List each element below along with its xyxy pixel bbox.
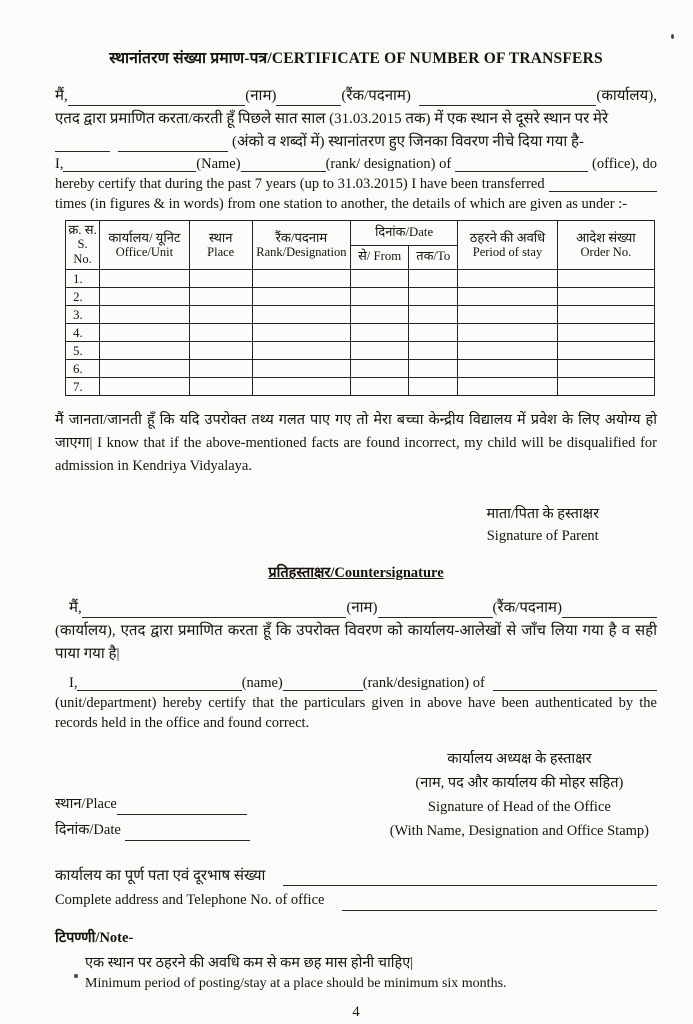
note-english: Minimum period of posting/stay at a place should be minimum six months.: [85, 976, 507, 991]
table-cell-empty: [409, 360, 458, 378]
blank-address-field-hi: [283, 872, 657, 886]
table-cell-empty: [351, 378, 409, 396]
intro-hi-name-label: (नाम): [245, 88, 277, 104]
table-cell-empty: [557, 342, 654, 360]
table-cell-empty: [189, 270, 252, 288]
blank-name-field-hi: [68, 92, 246, 106]
table-cell-empty: [458, 360, 558, 378]
col-header-office: कार्यालय/ यूनिट Office/Unit: [100, 221, 190, 270]
table-cell-empty: [458, 306, 558, 324]
intro-en-name-label: (Name): [196, 156, 241, 172]
intro-hindi-line-1: [55, 85, 657, 108]
col-header-to: तक/To: [409, 245, 458, 270]
intro-en-rank-label: (rank/ designation) of: [325, 156, 452, 172]
blank-name-field-countersig-hi: [82, 604, 347, 618]
table-cell-empty: [189, 306, 252, 324]
blank-rank-field-hi: [276, 92, 341, 106]
intro-hi-pre: मैं,: [55, 88, 68, 104]
table-row: [66, 288, 655, 306]
row-sno: 6.: [66, 360, 100, 378]
table-cell-empty: [100, 342, 190, 360]
address-label-hindi: कार्यालय का पूर्ण पता एवं दूरभाष संख्या: [55, 868, 266, 884]
blank-address-field-en: [342, 897, 657, 911]
note-section: [55, 927, 657, 993]
blank-times-field: [549, 178, 657, 192]
countersig-en-name-label: (name): [241, 675, 283, 691]
table-row: [66, 324, 655, 342]
intro-english-line-3: times (in figures & in words) from one station to another, the details of which are given as under :-: [55, 196, 628, 212]
col-header-place: स्थान Place: [189, 221, 252, 270]
page-number: 4: [352, 1004, 360, 1020]
table-cell-empty: [557, 270, 654, 288]
intro-hi-figures-label: (अंको व शब्दों में) स्थानांतरण हुए जिनका विवरण नीचे दिया गया है-: [232, 134, 584, 150]
countersig-hi-name-label: (नाम): [346, 600, 378, 616]
place-label: स्थान/Place: [55, 796, 117, 812]
date-label: दिनांक/Date: [55, 822, 121, 838]
address-section: [55, 865, 657, 913]
table-cell-empty: [252, 360, 350, 378]
intro-english-line-1: [55, 154, 657, 174]
table-cell-empty: [557, 378, 654, 396]
parent-signature-english: Signature of Parent: [486, 528, 599, 544]
table-row: [66, 360, 655, 378]
countersig-en-pre: I,: [69, 675, 78, 691]
declaration-english: I know that if the above-mentioned facts are found incorrect, my child will be disqualified for admission in Kendriya Vidyalaya.: [55, 435, 657, 474]
countersignature-heading: प्रतिहस्ताक्षर/Countersignature: [268, 565, 444, 581]
place-field: [55, 791, 250, 817]
head-signature-section: [55, 747, 657, 851]
table-cell-empty: [557, 288, 654, 306]
intro-hindi-line-2: एतद द्वारा प्रमाणित करता/करती हूँ पिछले सात साल (31.03.2015 तक) में एक स्थान से दूसरे स्थान पर मेरे: [55, 111, 609, 127]
table-cell-empty: [100, 324, 190, 342]
table-cell-empty: [189, 360, 252, 378]
blank-place-field: [117, 801, 247, 815]
table-cell-empty: [100, 306, 190, 324]
head-signature-english-1: Signature of Head of the Office: [427, 799, 611, 815]
blank-rank-field-countersig-hi: [378, 604, 493, 618]
countersig-hindi-body: (कार्यालय), एतद द्वारा प्रमाणित करता हूँ कि उपरोक्त विवरण को कार्यालय-आलेखों से जाँच लिया गया है व सही पाया गया है|: [55, 623, 657, 662]
intro-hi-office-label: (कार्यालय),: [596, 88, 657, 104]
head-signature-block: [390, 747, 649, 843]
table-cell-empty: [351, 288, 409, 306]
blank-name-field-countersig-en: [77, 677, 241, 691]
row-sno: 3.: [66, 306, 100, 324]
table-cell-empty: [252, 342, 350, 360]
blank-figures-field-hi: [55, 138, 110, 152]
intro-hi-rank-label: (रैंक/पदनाम): [341, 88, 411, 104]
table-cell-empty: [189, 324, 252, 342]
intro-paragraph: [55, 85, 657, 214]
blank-date-field: [125, 827, 250, 841]
table-cell-empty: [557, 306, 654, 324]
table-cell-empty: [458, 378, 558, 396]
countersig-hindi-line-1: [55, 597, 657, 620]
table-cell-empty: [458, 288, 558, 306]
address-label-english: Complete address and Telephone No. of office: [55, 892, 325, 908]
table-cell-empty: [189, 288, 252, 306]
transfers-table: [65, 220, 655, 396]
table-cell-empty: [458, 270, 558, 288]
head-signature-hindi-2: (नाम, पद और कार्यालय की मोहर सहित): [415, 775, 624, 791]
address-field-english: [55, 888, 657, 913]
table-cell-empty: [252, 378, 350, 396]
blank-rank-field-countersig-en: [283, 677, 363, 691]
place-date-block: [55, 791, 250, 843]
parent-signature-hindi: माता/पिता के हस्ताक्षर: [486, 506, 599, 522]
blank-name-field-en: [63, 158, 196, 172]
countersig-english-line-1: [55, 673, 657, 693]
table-cell-empty: [409, 324, 458, 342]
col-header-stay: ठहरने की अवधि Period of stay: [458, 221, 558, 270]
table-cell-empty: [351, 324, 409, 342]
table-row: [66, 378, 655, 396]
note-heading: टिपण्णी/Note-: [55, 930, 134, 946]
blank-words-field-hi: [118, 138, 228, 152]
blank-unit-field-countersig-en: [493, 677, 657, 691]
table-cell-empty: [351, 306, 409, 324]
blank-office-field-countersig-hi: [562, 604, 657, 618]
table-cell-empty: [100, 378, 190, 396]
page-title: स्थानांतरण संख्या प्रमाण-पत्र/CERTIFICATE OF NUMBER OF TRANSFERS: [109, 50, 603, 67]
table-cell-empty: [252, 270, 350, 288]
table-cell-empty: [351, 342, 409, 360]
table-cell-empty: [557, 360, 654, 378]
countersig-hi-pre: मैं,: [69, 600, 82, 616]
table-cell-empty: [100, 288, 190, 306]
countersig-en-rank-label: (rank/designation) of: [362, 675, 485, 691]
table-cell-empty: [458, 342, 558, 360]
intro-english-line-2: [55, 174, 657, 194]
head-signature-english-2: (With Name, Designation and Office Stamp): [389, 823, 649, 839]
intro-en-office-label: (office), do: [592, 156, 657, 172]
date-field: [55, 817, 250, 843]
table-cell-empty: [409, 378, 458, 396]
scan-speck: [74, 974, 78, 978]
table-cell-empty: [351, 270, 409, 288]
countersig-english-body: (unit/department) hereby certify that the particulars given in above have been authenticated by the records held in the office and found correct.: [55, 695, 657, 731]
blank-office-field-hi: [419, 92, 597, 106]
row-sno: 2.: [66, 288, 100, 306]
table-cell-empty: [557, 324, 654, 342]
col-header-order: आदेश संख्या Order No.: [557, 221, 654, 270]
table-row: [66, 306, 655, 324]
declaration-hindi: मैं जानता/जानती हूँ कि यदि उपरोक्त तथ्य गलत पाए गए तो मेरा बच्चा केन्द्रीय विद्यालय में प्रवेश के लिए अयोग्य हो जाएगा|: [55, 412, 657, 451]
col-header-date: दिनांक/Date: [351, 221, 458, 246]
blank-office-field-en: [455, 158, 588, 172]
head-signature-hindi-1: कार्यालय अध्यक्ष के हस्ताक्षर: [447, 751, 592, 767]
row-sno: 5.: [66, 342, 100, 360]
row-sno: 7.: [66, 378, 100, 396]
table-cell-empty: [189, 342, 252, 360]
note-hindi: एक स्थान पर ठहरने की अवधि कम से कम छह मास होनी चाहिए|: [85, 955, 414, 971]
row-sno: 4.: [66, 324, 100, 342]
table-cell-empty: [409, 288, 458, 306]
col-header-sno: क्र. स. S. No.: [66, 221, 100, 270]
table-row: [66, 342, 655, 360]
table-cell-empty: [351, 360, 409, 378]
intro-hindi-line-3: [55, 131, 657, 154]
declaration-paragraph: [55, 409, 657, 478]
countersig-hi-rank-label: (रैंक/पदनाम): [492, 600, 562, 616]
table-cell-empty: [409, 306, 458, 324]
table-cell-empty: [252, 288, 350, 306]
countersignature-hindi-paragraph: [55, 597, 657, 666]
table-cell-empty: [100, 270, 190, 288]
row-sno: 1.: [66, 270, 100, 288]
table-cell-empty: [100, 360, 190, 378]
address-field-hindi: [55, 865, 657, 888]
col-header-rank: रैंक/पदनाम Rank/Designation: [252, 221, 350, 270]
table-cell-empty: [409, 270, 458, 288]
col-header-from: से/ From: [351, 245, 409, 270]
scan-speck: [671, 34, 674, 39]
table-cell-empty: [189, 378, 252, 396]
table-row: [66, 270, 655, 288]
table-cell-empty: [252, 324, 350, 342]
intro-en-pre: I,: [55, 156, 64, 172]
intro-en-certify-text: hereby certify that during the past 7 years (up to 31.03.2015) I have been transferred: [55, 176, 545, 192]
table-cell-empty: [458, 324, 558, 342]
blank-rank-field-en: [241, 158, 326, 172]
countersignature-english-paragraph: [55, 673, 657, 733]
table-cell-empty: [252, 306, 350, 324]
parent-signature-block: [55, 503, 657, 547]
table-cell-empty: [409, 342, 458, 360]
